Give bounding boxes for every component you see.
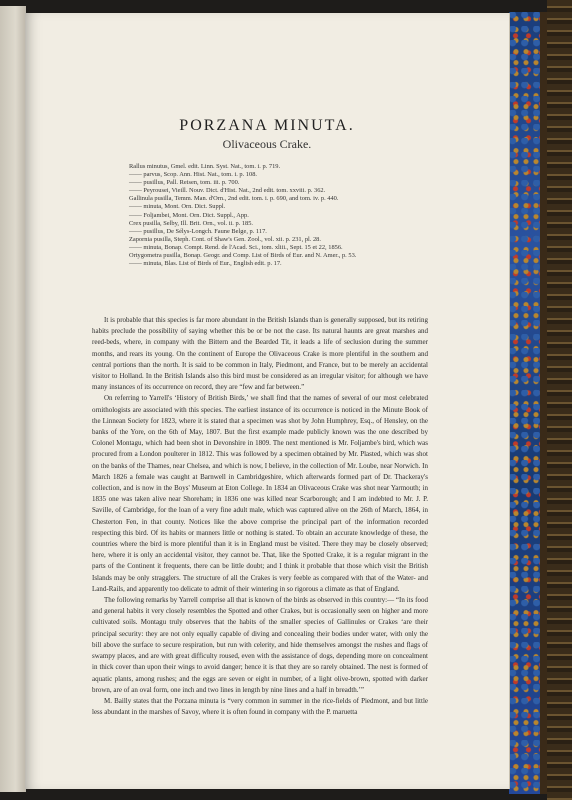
synonymy-entry: —— minuta, Blas. List of Birds of Eur., English edit. p. 17. <box>129 260 282 268</box>
book-page <box>25 13 510 789</box>
synonymy-entry: Rallus minutus, Gmel. edit. Linn. Syst. Nat., tom. i. p. 719. <box>129 163 281 170</box>
page-subtitle: Olivaceous Crake. <box>222 137 312 151</box>
marbled-endpaper <box>509 12 543 794</box>
synonymy-entry: Gallinula pusilla, Temm. Man. d'Orn., 2nd edit. tom. i. p. 690, and tom. iv. p. 440. <box>129 195 339 203</box>
body-text <box>92 315 428 718</box>
synonymy-entry: —— pusillus, Pall. Reisen, tom. iii. p. 700. <box>129 179 240 187</box>
synonymy-entry: Ortygometra pusilla, Bonap. Geogr. and Comp. List of Birds of Eur. and N. Amer., p. 53. <box>129 252 357 260</box>
synonymy-list <box>129 163 469 268</box>
synonymy-entry: —— minuta, Bonap. Compt. Rend. de l'Acad. Sci., tom. xliii., Sept. 15 et 22, 1856. <box>129 243 343 251</box>
synonymy-entry: —— parvus, Scop. Ann. Hist. Nat., tom. i. p. 108. <box>129 171 257 179</box>
body-paragraph: On referring to Yarrell's ‘History of British Birds,’ we shall find that the names of several of our most celebrated ornithologists are associated with this species. The earliest instance of its occurrence is noticed in the Minute Book of the Linnean Society for 1823, where it is stated that a specimen was shot by John Humphrey, Esq., of Hensley, on the banks of the Yore, on the 6th of May, 1807. But the first example made publicly known was the one described by Colonel Montagu, which had been shot in Devonshire in 1809. The next mentioned is Mr. Foljambe's bird, which was procured from a London poulterer in 1812. This was followed by a specimen obtained by Mr. Plasted, which was shot on the banks of the Thames, near Chelsea, and which is now, I believe, in the collection of Mr. Loube, near Norwich. In March 1826 a female was caught at Barnwell in Cambridgeshire, which afterwards formed part of Dr. Thackeray's collection, and is now in the Boys' Museum at Eton College. In 1834 an Olivaceous Crake was shot near Yarmouth; in 1835 one was taken alive near Shoreham; in 1836 one was killed near Scarborough; and I am indebted to Mr. J. P. Saville, of Cambridge, for the loan of a very fine adult male, which was captured alive on the 26th of March, 1864, in Chesterton Fen, in that county. Notices like the above comprise the principal part of the information recorded respecting this bird. Of its habits or manners little or nothing is stated. To obtain an accurate knowledge of these, the countries where the bird is more plentiful than it is in England must be visited. There they may be closely observed; here, where it is only an accidental visitor, they cannot be. That, like the Spotted Crake, it is a regular migrant in the parts of the Continent it frequents, there can be little doubt; and I think it probable that those which visit the British Islands may be only stragglers. The structure of all the Crakes is very feeble as compared with that of the Water- and Land-Rails, and apparently too delicate to admit of their wintering in so rigorous a climate as that of England. <box>92 394 428 593</box>
synonymy-entry: —— Foljambei, Mont. Orn. Dict. Suppl., App. <box>129 211 249 219</box>
synonymy-entry: Zapornia pusilla, Steph. Cont. of Shaw's Gen. Zool., vol. xii. p. 231, pl. 28. <box>129 235 321 243</box>
synonymy-entry: Crex pusilla, Selby, Ill. Brit. Orn., vol. ii. p. 185. <box>129 219 254 227</box>
synonymy-entry: —— pusillus, De Sélys-Longch. Faune Belge, p. 117. <box>129 227 267 235</box>
gilt-spine <box>547 0 572 800</box>
body-paragraph: It is probable that this species is far more abundant in the British Islands than is generally supposed, but its retiring habits preclude the possibility of saying whether this be or be not the case. Its natural haunts are great marshes and reed-beds, where, in company with the Bittern and the Bearded Tit, it leads a life of seclusion during the summer months, and rears its young. On the continent of Europe the Olivaceous Crake is more plentiful in the southern and central portions than the north. It is said to be common in Italy, Piedmont, and France, but to be merely an accidental visitor to Holland. In the British Islands also this bird must be considered as an irregular visitor; for although we have many instances of its occurrence on record, they are “few and far between.” <box>92 316 428 392</box>
facing-page-edge <box>0 6 26 792</box>
synonymy-entry: —— Peyrousei, Vieill. Nouv. Dict. d'Hist. Nat., 2nd edit. tom. xxviii. p. 362. <box>129 187 326 195</box>
body-paragraph: M. Bailly states that the Porzana minuta is “very common in summer in the rice-fields of Piedmont, and but little less abundant in the marshes of Savoy, where it is often found in company with the P. maruetta <box>92 696 428 717</box>
page-title: PORZANA MINUTA. <box>179 117 355 134</box>
body-paragraph: The following remarks by Yarrell comprise all that is known of the birds as observed in this country:— “In its food and general habits it very closely resembles the Spotted and other Crakes, but is occasionally seen on higher and more cultivated soils. Montagu truly observes that the habits of the smaller species of Gallinules or Crakes ‘are their principal security: they are not only equally capable of diving and concealing their bodies under water, with only the bill above the surface to secure respiration, but run with celerity, and hide themselves amongst the rushes and flags of swampy places, and are with great difficulty roused, even with the assistance of dogs, depending more on concealment in thick cover than upon their wings to avoid danger; hence it is that they are so rarely obtained. The nest is formed of aquatic plants, among rushes; and the eggs are seven or eight in number, of a light olive-brown, spotted with darker brown, are of an oval form, one inch and two lines in length by nine lines and a half in breadth.’” <box>92 596 428 694</box>
synonymy-entry: —— minuta, Mont. Orn. Dict. Suppl. <box>129 203 226 211</box>
